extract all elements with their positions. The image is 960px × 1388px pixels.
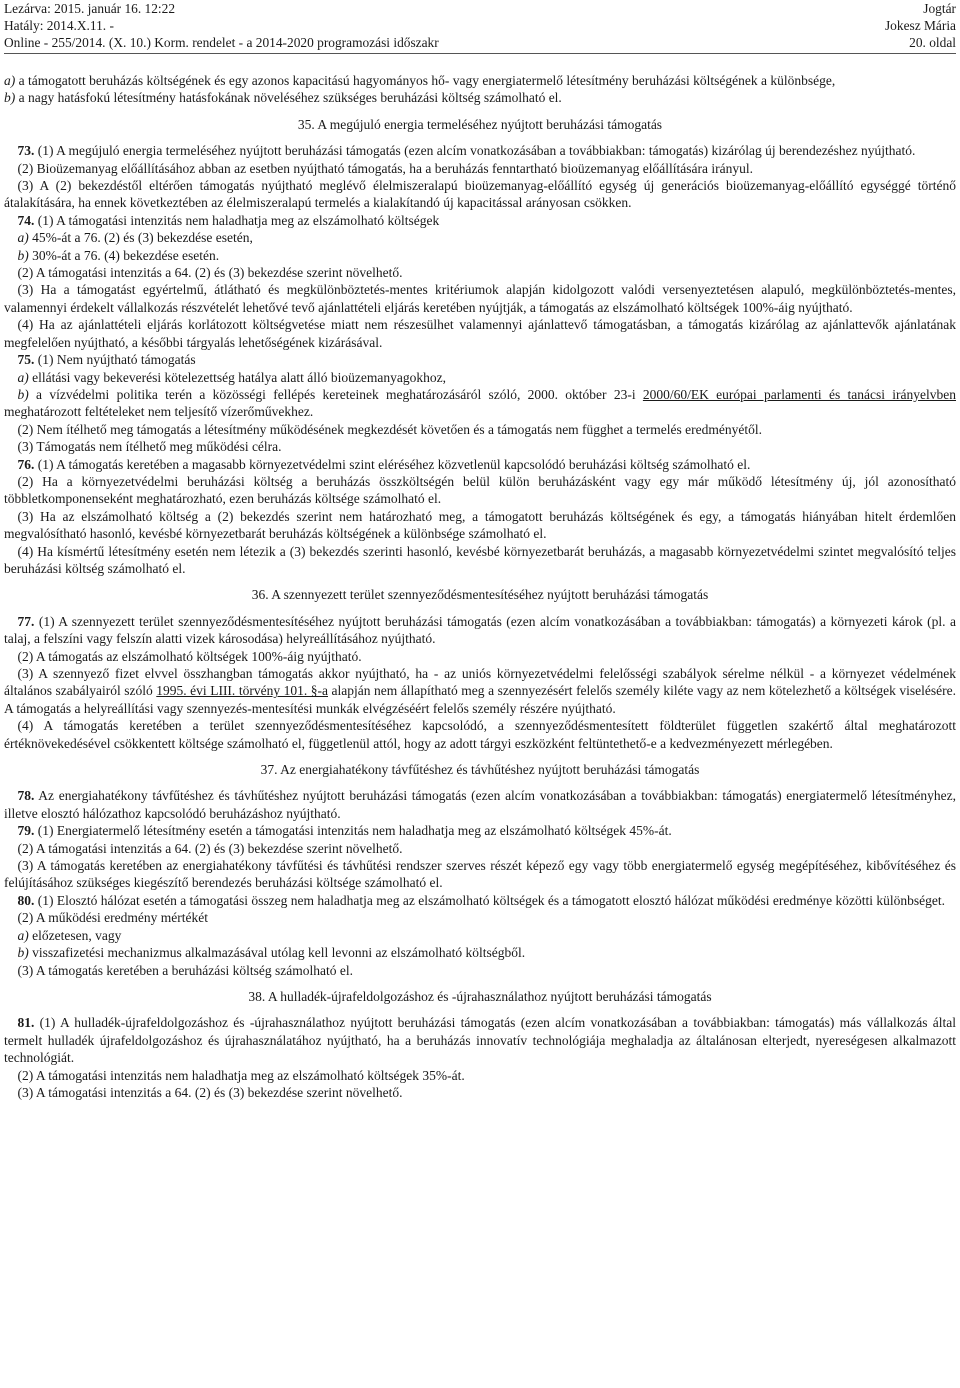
paragraph-text: (1) A támogatási intenzitás nem haladhatja meg az elszámolható költségek xyxy=(34,212,440,228)
header-document-title: Online - 255/2014. (X. 10.) Korm. rendelet - a 2014-2020 programozási időszakr xyxy=(4,35,439,50)
point-text: előzetesen, vagy xyxy=(28,927,122,943)
paragraph-number: 77. xyxy=(17,613,35,629)
paragraph-number: 73. xyxy=(17,143,35,159)
intro-point-b xyxy=(4,89,956,106)
point-marker: b) xyxy=(17,945,29,961)
paragraph-75-point-b xyxy=(4,386,956,421)
header-divider xyxy=(4,53,956,54)
point-text: a vízvédelmi politika terén a közösségi fellépés kereteinek meghatározásáról szóló, 2000. október 23-i xyxy=(28,386,643,402)
intro-point-a xyxy=(4,72,956,89)
paragraph-79-2: (2) A támogatási intenzitás a 64. (2) és (3) bekezdése szerint növelhető. xyxy=(17,840,403,856)
paragraph-74-1 xyxy=(4,212,956,229)
header-meta xyxy=(4,0,439,51)
paragraph-73-3: (3) A (2) bekezdéstől eltérően támogatás nyújtható meglévő élelmiszeralapú bioüzemanyag-előállító egység új generációs bioüzemanyag-előállító egységgé történő átalakítására, ha ennek következtében az élelmiszeralapú termelés a kialakítandó új kapacitással arányosan csökken. xyxy=(4,178,956,211)
section-heading-35: 35. A megújuló energia termeléséhez nyújtott beruházási támogatás xyxy=(297,116,663,132)
law-link[interactable]: 1995. évi LIII. törvény 101. § xyxy=(156,683,318,699)
paragraph-77-2: (2) A támogatás az elszámolható költségek 100%-áig nyújtható. xyxy=(17,648,362,664)
header-user: Jokesz Mária xyxy=(884,18,956,33)
page-header xyxy=(0,0,960,52)
point-text: 45%-át a 76. (2) és (3) bekezdése esetén, xyxy=(28,230,253,246)
paragraph-80-3: (3) A támogatás keretében a beruházási költség számolható el. xyxy=(17,962,354,978)
paragraph-text: (1) Nem nyújtható támogatás xyxy=(34,352,196,368)
paragraph-75-2: (2) Nem ítélhető meg támogatás a létesítmény működésének megkezdését követően és a támogatás nem függhet a termelés eredményétől. xyxy=(17,421,762,437)
paragraph-73-1 xyxy=(4,142,956,159)
paragraph-77-1 xyxy=(4,613,956,648)
paragraph-number: 79. xyxy=(17,823,35,839)
paragraph-76-4: (4) Ha kísmértű létesítmény esetén nem létezik a (3) bekezdés szerinti hasonló, kevésbé környezetbarát beruházás, a magasabb környezetvédelmi szintet megvalósító teljes beruházási költség számolható el. xyxy=(4,543,956,576)
point-text: visszafizetési mechanizmus alkalmazásával utólag kell levonni az elszámolható költségből. xyxy=(28,945,526,961)
paragraph-74-point-a xyxy=(4,229,956,246)
point-marker: a) xyxy=(4,73,16,88)
paragraph-78 xyxy=(4,787,956,822)
point-marker: a) xyxy=(17,927,29,943)
point-text: meghatározott feltételeket nem teljesítő vízerőművekhez. xyxy=(4,404,314,420)
paragraph-80-1 xyxy=(4,892,956,909)
point-marker: a) xyxy=(17,230,29,246)
paragraph-text: (3) A szennyező fizet elvvel összhangban támogatás akkor nyújtható, ha - az uniós környezetvédelmi felelősségi szabályok sérelme nélkül - a környezet védelmének általános szabályairól szóló xyxy=(4,666,956,699)
paragraph-number: 80. xyxy=(17,892,35,908)
paragraph-74-2: (2) A támogatási intenzitás a 64. (2) és (3) bekezdése szerint növelhető. xyxy=(17,265,403,281)
paragraph-text: (1) A megújuló energia termeléséhez nyújtott beruházási támogatás (ezen alcím vonatkozásában a továbbiakban: támogatás) kizárólag új berendezéshez nyújtható. xyxy=(34,143,916,159)
point-text: 30%-át a 76. (4) bekezdése esetén. xyxy=(28,247,220,263)
paragraph-81-1 xyxy=(4,1014,956,1066)
paragraph-76-3: (3) Ha az elszámolható költség a (2) bekezdés szerint nem határozható meg, a támogatott beruházás költségének és egy, a támogatás hiányában hitelt érdemlően megvalósítható hasonló, kevésbé környezetbarát beruházás költségének a különbsége számolható el. xyxy=(4,508,956,542)
page-number: 20. oldal xyxy=(909,35,956,50)
header-closed-date: Lezárva: 2015. január 16. 12:22 xyxy=(4,1,176,16)
paragraph-80-point-b xyxy=(4,944,956,961)
paragraph-text: alapján nem állapítható meg a szennyezésért felelős személy kiléte vagy az nem kötelezhető a költségek viselésére. A támogatás a helyreállítási vagy szennyezés-mentesítési munkák elvégzéséért felelős személy részére nyújtható. xyxy=(4,683,957,716)
paragraph-text: (1) A hulladék-újrafeldolgozáshoz és -újrahasználathoz nyújtott beruházási támogatás (ezen alcím vonatkozásában a továbbiakban: támogatás) más vállalkozás által termelt hulladék újrafeldolgozáshoz és újrahasználatához nyújtható, ha a beruházás innovatív technológiája meghaladja az általánosan elterjedt, nyereségesen alkalmazott technológiát. xyxy=(4,1015,956,1066)
point-marker: b) xyxy=(17,247,29,263)
paragraph-76-1 xyxy=(4,456,956,473)
point-text: a nagy hatásfokú létesítmény hatásfokának növeléséhez szükséges beruházási költség számolható el. xyxy=(15,90,562,106)
paragraph-74-point-b xyxy=(4,247,956,264)
paragraph-text: (1) A támogatás keretében a magasabb környezetvédelmi szint eléréséhez közvetlenül kapcsolódó beruházási költség számolható el. xyxy=(34,456,751,472)
paragraph-74-3: (3) Ha a támogatást egyértelmű, átlátható és megkülönböztetés-mentes kritériumok alapján kidolgozott valódi versenyeztetésen alapuló, megkülönböztetés-mentes, valamennyi érdekelt vállalkozás részvételét lehetővé tevő ajánlattételi eljárás keretében nyújtják, a támogatás az elszámolható költségek 100%-áig nyújtható. xyxy=(4,282,956,315)
paragraph-75-1 xyxy=(4,351,956,368)
document-body xyxy=(4,72,956,1101)
paragraph-77-4: (4) A támogatás keretében a terület szennyeződésmentesítéséhez kapcsolódó, a szennyeződésmentesített földterület független szakértő által meghatározott értéknövekedésével csökkentett költsége számolható el, függetlenül attól, hogy az adott tárgyi eszközként feltüntethető-e a kedvezményezett mérlegében. xyxy=(4,718,956,751)
point-text: ellátási vagy bekeverési kötelezettség hatálya alatt álló bioüzemanyagokhoz, xyxy=(28,369,446,385)
paragraph-80-point-a xyxy=(4,927,956,944)
point-marker: a) xyxy=(17,369,29,385)
point-marker: b) xyxy=(4,90,16,106)
paragraph-74-4: (4) Ha az ajánlattételi eljárás korlátozott költségvetése miatt nem részesülhet valamennyi ajánlattevő támogatásban, a támogatás kizárólag az ajánlattevők ajánlatának megfelelően nyújtható, a későbbi tárgyalás lehetőségének kizárásával. xyxy=(4,317,956,350)
header-publisher xyxy=(885,0,956,51)
paragraph-81-2: (2) A támogatási intenzitás nem haladhatja meg az elszámolható költségek 35%-át. xyxy=(17,1067,465,1083)
paragraph-80-2: (2) A működési eredmény mértékét xyxy=(17,910,208,926)
paragraph-79-1 xyxy=(4,822,956,839)
paragraph-number: 76. xyxy=(17,456,35,472)
point-marker: b) xyxy=(17,386,29,402)
paragraph-text: (1) A szennyezett terület szennyeződésmentesítéséhez nyújtott beruházási támogatás (ezen alcím vonatkozásában a továbbiakban: támogatás) a környezeti károk (pl. a talaj, a felszíni vagy felszín alatti vizek károsodása) helyreállításához nyújtható. xyxy=(4,613,956,647)
paragraph-73-2: (2) Bioüzemanyag előállításához abban az esetben nyújtható támogatás, ha a beruházás fenntartható bioüzemanyag előállítására irányul. xyxy=(17,160,753,176)
section-heading-38: 38. A hulladék-újrafeldolgozáshoz és -újrahasználathoz nyújtott beruházási támogatás xyxy=(248,988,712,1004)
paragraph-text: (1) Elosztó hálózat esetén a támogatási összeg nem haladhatja meg az elszámolható költségek és a támogatott elosztó hálózat működési eredménye közötti különbséget. xyxy=(34,892,945,908)
directive-link[interactable]: 2000/60/EK európai parlamenti és tanácsi irányelvben xyxy=(642,386,956,402)
section-heading-37: 37. Az energiahatékony távfűtéshez és távhűtéshez nyújtott beruházási támogatás xyxy=(260,762,700,778)
paragraph-number: 74. xyxy=(17,212,35,228)
section-heading-36: 36. A szennyezett terület szennyeződésmentesítéséhez nyújtott beruházási támogatás xyxy=(251,587,709,603)
paragraph-number: 78. xyxy=(17,788,35,804)
paragraph-77-3 xyxy=(4,665,956,717)
paragraph-number: 75. xyxy=(17,352,35,368)
paragraph-81-3: (3) A támogatási intenzitás a 64. (2) és (3) bekezdése szerint növelhető. xyxy=(17,1084,403,1100)
paragraph-75-3: (3) Támogatás nem ítélhető meg működési célra. xyxy=(17,439,282,455)
paragraph-text: (1) Energiatermelő létesítmény esetén a támogatási intenzitás nem haladhatja meg az elszámolható költségek 45%-át. xyxy=(34,823,672,839)
paragraph-76-2: (2) Ha a környezetvédelmi beruházási költség a beruházás összköltségén belül külön beruházásként vagy egy már működő létesítmény új, jól azonosítható többletkomponenseként meghatározható, ezen beruházás költsége számolható el. xyxy=(4,473,956,507)
paragraph-75-point-a xyxy=(4,369,956,386)
header-brand: Jogtár xyxy=(923,1,956,16)
paragraph-79-3: (3) A támogatás keretében az energiahatékony távfűtési és távhűtési rendszer szerves részét képező egy vagy több energiatermelő egység megépítéséhez, kibővítéséhez és felújításához szükséges kiegészítő berendezés beruházási költsége számolható el. xyxy=(4,858,956,891)
header-effective-date: Hatály: 2014.X.11. - xyxy=(4,18,114,33)
paragraph-text: Az energiahatékony távfűtéshez és távhűtéshez nyújtott beruházási támogatás (ezen alcím vonatkozásában a továbbiakban: támogatás) energiatermelő létesítményhez, illetve elosztó hálózathoz kapcsolódó beruházáshoz nyújtható. xyxy=(4,788,956,821)
paragraph-number: 81. xyxy=(17,1015,35,1031)
law-link-suffix[interactable]: -a xyxy=(317,683,328,699)
point-text: a támogatott beruházás költségének és egy azonos kapacitású hagyományos hő- vagy energiatermelő létesítmény beruházási költségének a különbsége, xyxy=(15,73,836,88)
